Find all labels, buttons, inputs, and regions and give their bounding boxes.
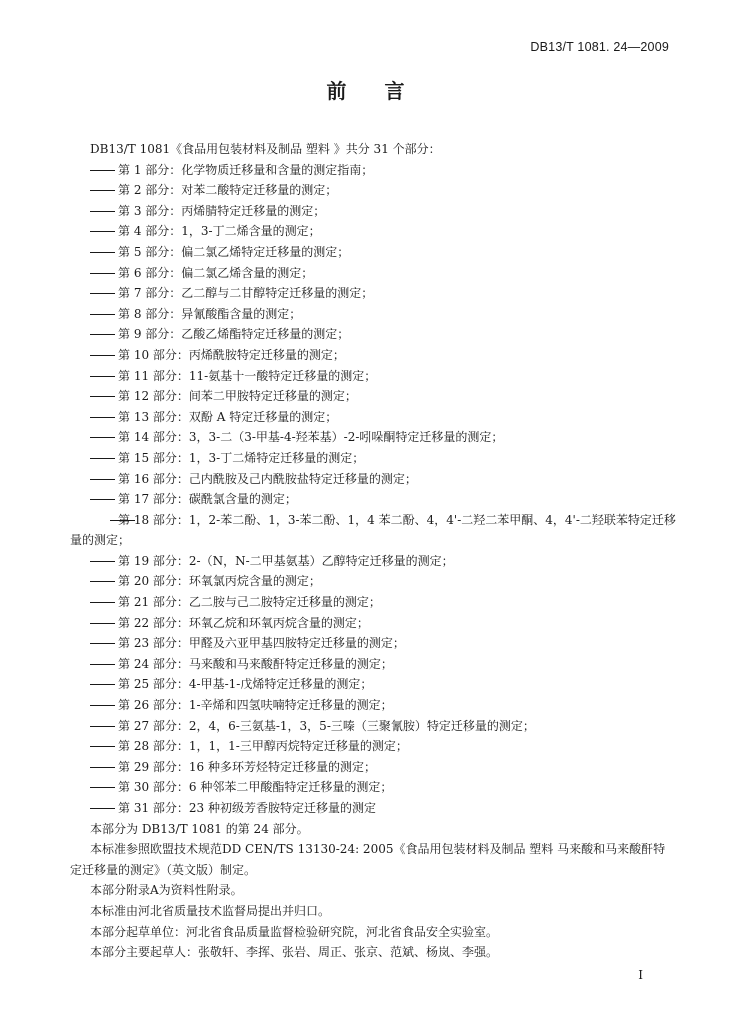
list-item bbox=[70, 551, 676, 572]
part-text: 第 13 部分：双酚 A 特定迁移量的测定； bbox=[118, 409, 338, 424]
list-item bbox=[70, 283, 676, 304]
part-text: 第 15 部分：1，3-丁二烯特定迁移量的测定； bbox=[118, 450, 365, 465]
list-item bbox=[70, 654, 676, 675]
note-line: 本部分附录A为资料性附录。 bbox=[90, 883, 243, 898]
part-text: 第 8 部分：异氰酸酯含量的测定； bbox=[118, 306, 302, 321]
list-item bbox=[70, 304, 676, 325]
em-dash bbox=[90, 386, 118, 407]
em-dash bbox=[90, 201, 118, 222]
list-item bbox=[70, 736, 676, 757]
list-item bbox=[70, 345, 676, 366]
part-text: 第 30 部分：6 种邻苯二甲酸酯特定迁移量的测定； bbox=[118, 780, 393, 795]
part-text: 第 21 部分：乙二胺与己二胺特定迁移量的测定； bbox=[118, 595, 381, 610]
em-dash bbox=[90, 263, 118, 284]
list-item bbox=[70, 386, 676, 407]
list-item bbox=[70, 674, 676, 695]
list-item bbox=[70, 366, 676, 387]
page-title: 前言 bbox=[326, 79, 443, 103]
part-text: 第 12 部分：间苯二甲胺特定迁移量的测定； bbox=[118, 389, 357, 404]
em-dash bbox=[90, 674, 118, 695]
part-text: 第 18 部分：1，2-苯二酚、1，3-苯二酚、1，4 苯二酚、4，4'-二羟二苯甲酮、4，4'-二羟联苯特定迁移量的测定； bbox=[70, 512, 676, 548]
page-number: I bbox=[638, 968, 643, 982]
em-dash bbox=[90, 304, 118, 325]
part-text: 第 23 部分：甲醛及六亚甲基四胺特定迁移量的测定； bbox=[118, 636, 405, 651]
list-item bbox=[70, 489, 676, 510]
part-text: 第 6 部分：偏二氯乙烯含量的测定； bbox=[118, 265, 314, 280]
note-line: 本标准参照欧盟技术规范DD CEN/TS 13130-24: 2005《食品用包装材料及制品 塑料 马来酸和马来酸酐特定迁移量的测定》（英文版）制定。 bbox=[70, 842, 666, 877]
notes-list bbox=[70, 819, 676, 963]
em-dash bbox=[90, 633, 118, 654]
part-text: 第 27 部分：2，4，6-三氨基-1，3，5-三嗪（三聚氰胺）特定迁移量的测定； bbox=[118, 718, 535, 733]
part-text: 第 1 部分：化学物质迁移量和含量的测定指南； bbox=[118, 162, 374, 177]
list-item bbox=[70, 798, 676, 819]
em-dash bbox=[90, 366, 118, 387]
part-text: 第 3 部分：丙烯腈特定迁移量的测定； bbox=[118, 203, 326, 218]
list-item bbox=[70, 324, 676, 345]
list-item bbox=[70, 160, 676, 181]
em-dash bbox=[90, 345, 118, 366]
em-dash bbox=[90, 571, 118, 592]
em-dash bbox=[90, 736, 118, 757]
em-dash bbox=[90, 592, 118, 613]
em-dash bbox=[90, 777, 118, 798]
part-text: 第 17 部分：碳酰氯含量的测定； bbox=[118, 492, 297, 507]
em-dash bbox=[90, 551, 118, 572]
part-text: 第 5 部分：偏二氯乙烯特定迁移量的测定； bbox=[118, 244, 350, 259]
list-item bbox=[70, 757, 676, 778]
em-dash bbox=[90, 798, 118, 819]
note-line: 本部分为 DB13/T 1081 的第 24 部分。 bbox=[90, 821, 309, 836]
parts-list bbox=[70, 160, 676, 819]
em-dash bbox=[90, 695, 118, 716]
part-text: 第 29 部分：16 种多环芳烃特定迁移量的测定； bbox=[118, 759, 376, 774]
em-dash bbox=[90, 407, 118, 428]
em-dash bbox=[90, 180, 118, 201]
note-line: 本部分起草单位：河北省食品质量监督检验研究院，河北省食品安全实验室。 bbox=[90, 924, 499, 939]
part-text: 第 26 部分：1-辛烯和四氢呋喃特定迁移量的测定； bbox=[118, 698, 393, 713]
list-item bbox=[70, 180, 676, 201]
document-code: DB13/T 1081. 24—2009 bbox=[530, 40, 669, 54]
list-item bbox=[70, 263, 676, 284]
em-dash bbox=[90, 221, 118, 242]
part-text: 第 24 部分：马来酸和马来酸酐特定迁移量的测定； bbox=[118, 656, 393, 671]
list-item bbox=[70, 469, 676, 490]
em-dash bbox=[90, 510, 118, 531]
list-item bbox=[70, 407, 676, 428]
list-item bbox=[70, 777, 676, 798]
list-item bbox=[70, 695, 676, 716]
list-item bbox=[70, 613, 676, 634]
note-line: 本部分主要起草人：张敬轩、李挥、张岩、周正、张京、范斌、杨岚、李强。 bbox=[90, 945, 499, 960]
list-item bbox=[70, 427, 676, 448]
part-text: 第 28 部分：1，1，1-三甲醇丙烷特定迁移量的测定； bbox=[118, 739, 408, 754]
part-text: 第 16 部分：己内酰胺及己内酰胺盐特定迁移量的测定； bbox=[118, 471, 417, 486]
part-text: 第 11 部分：11-氨基十一酸特定迁移量的测定； bbox=[118, 368, 377, 383]
part-text: 第 2 部分：对苯二酸特定迁移量的测定； bbox=[118, 183, 338, 198]
list-item bbox=[70, 716, 676, 737]
list-item bbox=[70, 592, 676, 613]
em-dash bbox=[90, 324, 118, 345]
list-item bbox=[70, 201, 676, 222]
part-text: 第 10 部分：丙烯酰胺特定迁移量的测定； bbox=[118, 347, 345, 362]
part-text: 第 31 部分：23 种初级芳香胺特定迁移量的测定 bbox=[118, 801, 376, 815]
intro-line: DB13/T 1081《食品用包装材料及制品 塑料 》共分 31 个部分： bbox=[90, 142, 441, 156]
list-item bbox=[70, 242, 676, 263]
list-item bbox=[70, 510, 676, 551]
part-text: 第 7 部分：乙二醇与二甘醇特定迁移量的测定； bbox=[118, 286, 374, 301]
note-line: 本标准由河北省质量技术监督局提出并归口。 bbox=[90, 903, 331, 918]
em-dash bbox=[90, 613, 118, 634]
part-text: 第 19 部分：2-（N，N-二甲基氨基）乙醇特定迁移量的测定； bbox=[118, 553, 454, 568]
list-item bbox=[70, 221, 676, 242]
em-dash bbox=[90, 654, 118, 675]
part-text: 第 22 部分：环氧乙烷和环氧丙烷含量的测定； bbox=[118, 615, 369, 630]
em-dash bbox=[90, 716, 118, 737]
list-item bbox=[70, 571, 676, 592]
em-dash bbox=[90, 160, 118, 181]
part-text: 第 25 部分：4-甲基-1-戊烯特定迁移量的测定； bbox=[118, 677, 373, 692]
list-item bbox=[70, 633, 676, 654]
em-dash bbox=[90, 448, 118, 469]
part-text: 第 20 部分：环氧氯丙烷含量的测定； bbox=[118, 574, 321, 589]
em-dash bbox=[90, 242, 118, 263]
document-body bbox=[70, 139, 676, 963]
part-text: 第 9 部分：乙酸乙烯酯特定迁移量的测定； bbox=[118, 327, 350, 342]
em-dash bbox=[90, 427, 118, 448]
em-dash bbox=[90, 469, 118, 490]
em-dash bbox=[90, 757, 118, 778]
part-text: 第 14 部分：3，3-二（3-甲基-4-羟苯基）-2-吲哚酮特定迁移量的测定； bbox=[118, 430, 504, 445]
part-text: 第 4 部分：1，3-丁二烯含量的测定； bbox=[118, 224, 321, 239]
em-dash bbox=[90, 489, 118, 510]
em-dash bbox=[90, 283, 118, 304]
list-item bbox=[70, 448, 676, 469]
